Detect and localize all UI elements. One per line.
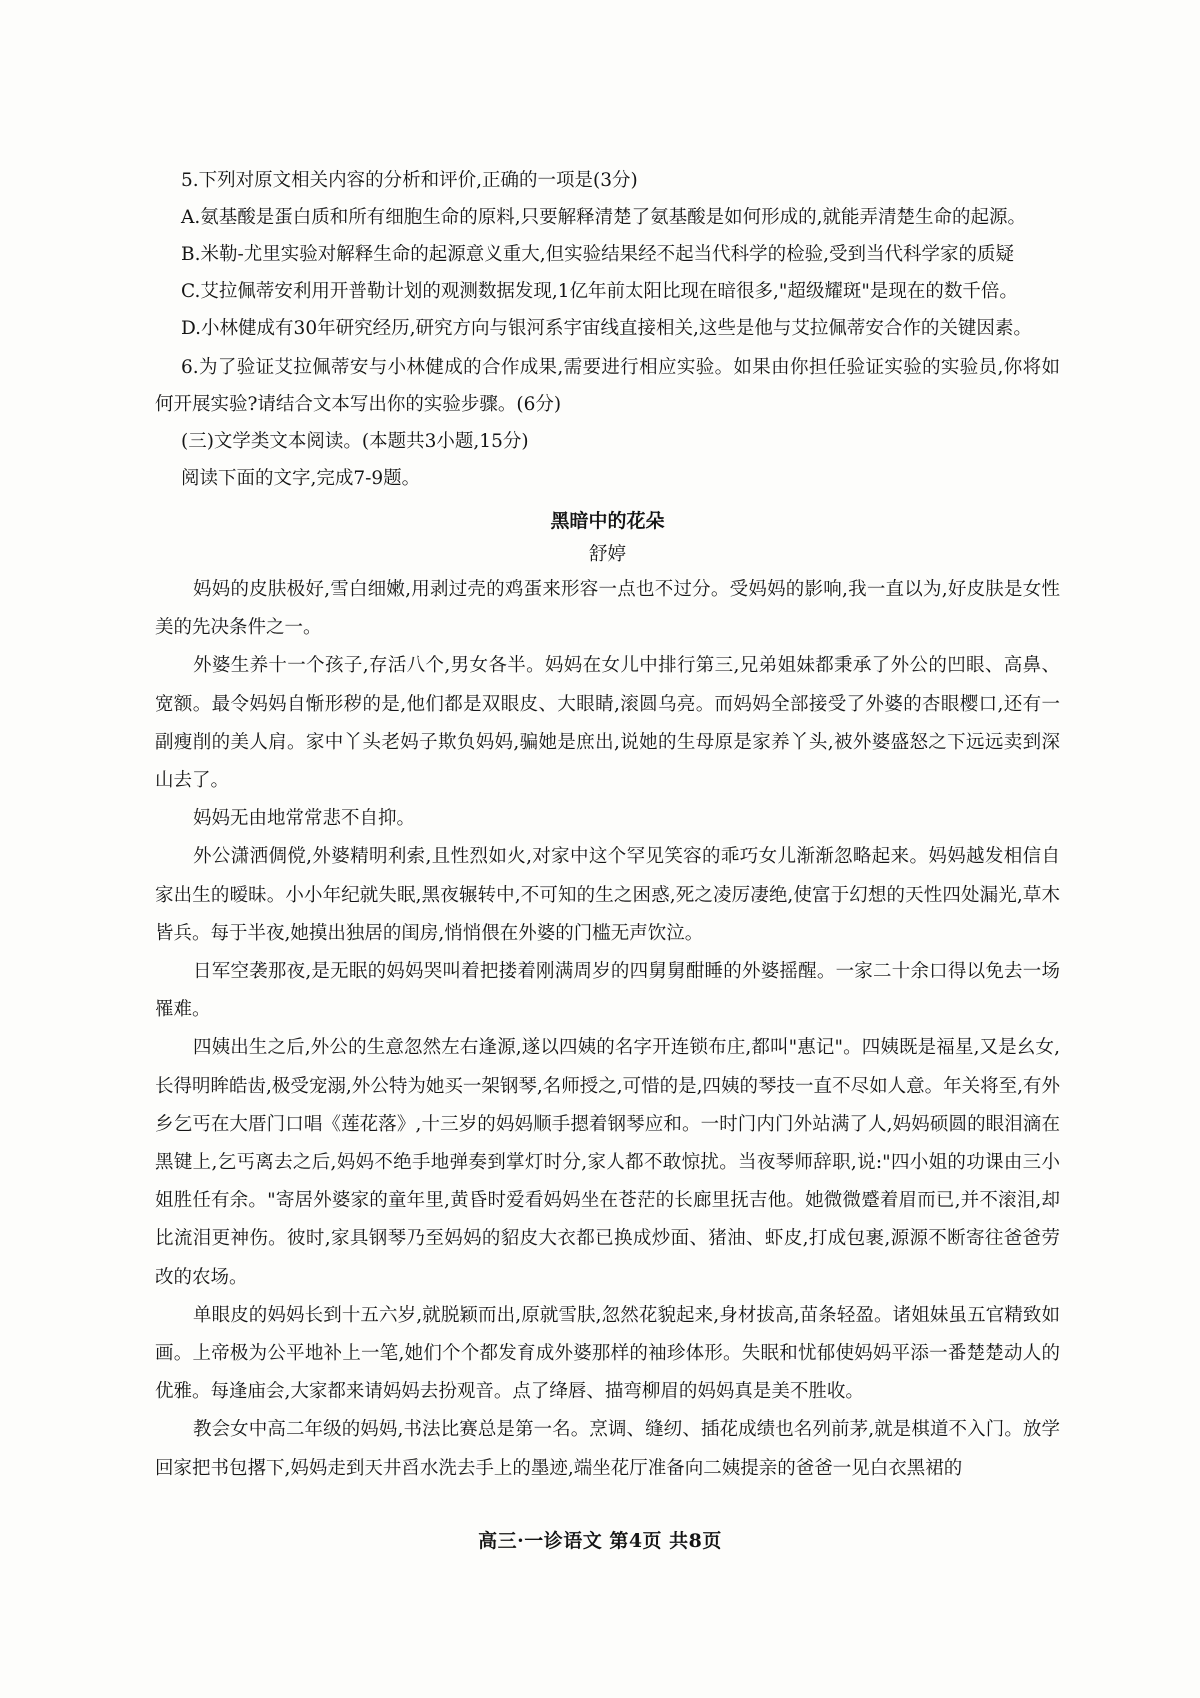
story-author: 舒婷	[588, 544, 626, 565]
question-5-option-c: C.艾拉佩蒂安利用开普勒计划的观测数据发现,1亿年前太阳比现在暗很多,"超级耀斑"是现在的数千倍。	[181, 281, 1018, 302]
section-heading: (三)文学类文本阅读。(本题共3小题,15分)	[181, 431, 529, 452]
story-paragraph: 妈妈的皮肤极好,雪白细嫩,用剥过壳的鸡蛋来形容一点也不过分。受妈妈的影响,我一直以为,好皮肤是女性美的先决条件之一。	[155, 579, 1060, 639]
story-paragraph: 教会女中高二年级的妈妈,书法比赛总是第一名。烹调、缝纫、插花成绩也名列前茅,就是棋道不入门。放学回家把书包撂下,妈妈走到天井舀水洗去手上的墨迹,端坐花厅准备向二姨提亲的爸爸一见白衣黑裙的	[155, 1419, 1060, 1479]
story-paragraph: 外公潇洒倜傥,外婆精明利索,且性烈如火,对家中这个罕见笑容的乖巧女儿渐渐忽略起来。妈妈越发相信自家出生的暧昧。小小年纪就失眠,黑夜辗转中,不可知的生之困惑,死之凌厉凄绝,使富于幻想的天性四处漏光,草木皆兵。每于半夜,她摸出独居的闺房,悄悄偎在外婆的门槛无声饮泣。	[155, 846, 1060, 944]
question-5-option-a: A.氨基酸是蛋白质和所有细胞生命的原料,只要解释清楚了氨基酸是如何形成的,就能弄清楚生命的起源。	[181, 207, 1027, 228]
story-paragraph: 妈妈无由地常常悲不自抑。	[193, 808, 416, 830]
story-paragraph: 四姨出生之后,外公的生意忽然左右逢源,遂以四姨的名字开连锁布庄,都叫"惠记"。四姨既是福星,又是幺女,长得明眸皓齿,极受宠溺,外公特为她买一架钢琴,名师授之,可惜的是,四姨的琴技一直不尽如人意。年关将至,有外乡乞丐在大厝门口唱《莲花落》,十三岁的妈妈顺手摁着钢琴应和。一时门内门外站满了人,妈妈硕圆的眼泪滴在黑键上,乞丐离去之后,妈妈不绝手地弹奏到掌灯时分,家人都不敢惊扰。当夜琴师辞职,说:"四小姐的功课由三小姐胜任有余。"寄居外婆家的童年里,黄昏时爱看妈妈坐在苍茫的长廊里抚吉他。她微微蹙着眉而已,并不滚泪,却比流泪更神伤。彼时,家具钢琴乃至妈妈的貂皮大衣都已换成炒面、猪油、虾皮,打成包裹,源源不断寄往爸爸劳改的农场。	[155, 1037, 1060, 1288]
story-paragraph: 单眼皮的妈妈长到十五六岁,就脱颖而出,原就雪肤,忽然花貌起来,身材拔高,苗条轻盈。诸姐妹虽五官精致如画。上帝极为公平地补上一笔,她们个个都发育成外婆那样的袖珍体形。失眠和忧郁使妈妈平添一番楚楚动人的优雅。每逢庙会,大家都来请妈妈去扮观音。点了绛唇、描弯柳眉的妈妈真是美不胜收。	[155, 1304, 1060, 1403]
question-5-option-d: D.小林健成有30年研究经历,研究方向与银河系宇宙线直接相关,这些是他与艾拉佩蒂安合作的关键因素。	[181, 318, 1032, 339]
page-content	[155, 160, 1060, 1488]
question-6-stem: 6.为了验证艾拉佩蒂安与小林健成的合作成果,需要进行相应实验。如果由你担任验证实验的实验员,你将如何开展实验?请结合文本写出你的实验步骤。(6分)	[155, 357, 1060, 415]
page-footer: 高三·一诊语文 第4页 共8页	[478, 1530, 722, 1552]
story-paragraph: 外婆生养十一个孩子,存活八个,男女各半。妈妈在女儿中排行第三,兄弟姐妹都秉承了外公的凹眼、高鼻、宽额。最令妈妈自惭形秽的是,他们都是双眼皮、大眼睛,滚圆乌亮。而妈妈全部接受了外婆的杏眼樱口,还有一副瘦削的美人肩。家中丫头老妈子欺负妈妈,骗她是庶出,说她的生母原是家养丫头,被外婆盛怒之下远远卖到深山去了。	[155, 655, 1060, 792]
story-title: 黑暗中的花朵	[550, 510, 665, 532]
question-6	[155, 349, 1060, 423]
story-body	[155, 571, 1060, 1488]
question-5	[155, 162, 1060, 347]
section-instruction: 阅读下面的文字,完成7-9题。	[181, 468, 421, 489]
question-5-option-b: B.米勒-尤里实验对解释生命的起源意义重大,但实验结果经不起当代科学的检验,受到当代科学家的质疑	[181, 244, 1014, 265]
question-5-stem: 5.下列对原文相关内容的分析和评价,正确的一项是(3分)	[181, 170, 638, 191]
story-paragraph: 日军空袭那夜,是无眠的妈妈哭叫着把搂着刚满周岁的四舅舅酣睡的外婆摇醒。一家二十余口得以免去一场罹难。	[155, 961, 1060, 1021]
